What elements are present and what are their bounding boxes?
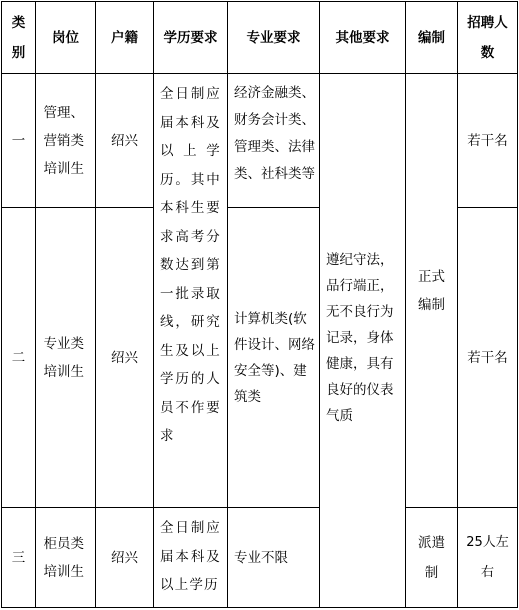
header-position: 岗位 bbox=[36, 2, 96, 74]
row2-category: 二 bbox=[2, 208, 36, 508]
row2-count: 若干名 bbox=[458, 208, 518, 508]
header-education: 学历要求 bbox=[154, 2, 228, 74]
other-requirements-cell: 遵纪守法，品行端正，无不良行为记录，身体健康，具有良好的仪表气质 bbox=[320, 74, 406, 608]
row3-major: 专业不限 bbox=[228, 508, 320, 608]
header-major: 专业要求 bbox=[228, 2, 320, 74]
row1-category: 一 bbox=[2, 74, 36, 208]
row1-count: 若干名 bbox=[458, 74, 518, 208]
row2-position: 专业类培训生 bbox=[36, 208, 96, 508]
header-staffing: 编制 bbox=[406, 2, 458, 74]
table-row bbox=[2, 74, 518, 208]
header-hukou: 户籍 bbox=[96, 2, 154, 74]
education-shared-cell: 全日制应届本科及以上学历。其中本科生要求高考分数达到第一批录取线，研究生及以上学历的人员不作要求 bbox=[154, 74, 228, 508]
row2-hukou: 绍兴 bbox=[96, 208, 154, 508]
header-category: 类别 bbox=[2, 2, 36, 74]
row3-education: 全日制应届本科及以上学历 bbox=[154, 508, 228, 608]
staffing-shared-cell: 正式编制 bbox=[406, 74, 458, 508]
row3-hukou: 绍兴 bbox=[96, 508, 154, 608]
row3-position: 柜员类培训生 bbox=[36, 508, 96, 608]
row1-major: 经济金融类、财务会计类、管理类、法律类、社科类等 bbox=[228, 74, 320, 208]
row1-hukou: 绍兴 bbox=[96, 74, 154, 208]
row1-position: 管理、营销类培训生 bbox=[36, 74, 96, 208]
row3-staffing: 派遣制 bbox=[406, 508, 458, 608]
recruitment-table bbox=[1, 1, 518, 608]
row3-count: 25人左右 bbox=[458, 508, 518, 608]
row3-category: 三 bbox=[2, 508, 36, 608]
header-count: 招聘人数 bbox=[458, 2, 518, 74]
header-other: 其他要求 bbox=[320, 2, 406, 74]
table-row bbox=[2, 508, 518, 608]
row2-major: 计算机类(软件设计、网络安全等)、建筑类 bbox=[228, 208, 320, 508]
header-row bbox=[2, 2, 518, 74]
